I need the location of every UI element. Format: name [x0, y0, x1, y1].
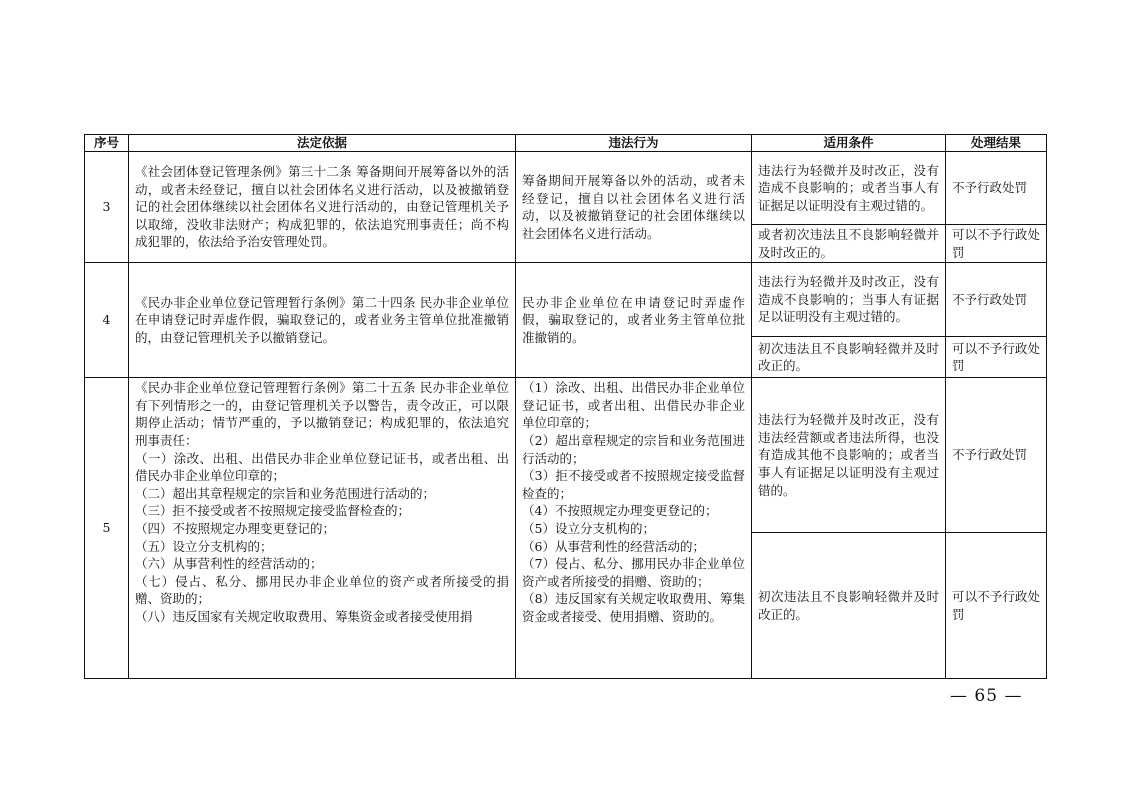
- row-result: 不予行政处罚: [946, 152, 1047, 225]
- table-row: [85, 263, 1047, 337]
- penalty-exemption-table: [84, 134, 1047, 679]
- header-result: 处理结果: [946, 135, 1047, 152]
- row-condition: 违法行为轻微并及时改正，没有造成不良影响的；或者当事人有证据足以证明没有主观过错的。: [752, 152, 946, 225]
- row-legal-basis: 《民办非企业单位登记管理暂行条例》第二十五条 民办非企业单位有下列情形之一的，由登记管理机关予以警告，责令改正，可以限期停止活动；情节严重的，予以撤销登记；构成犯罪的，依法追究刑事责任： （一）涂改、出租、出借民办非企业单位登记证书，或者出租、出借民办非企业单位印章的； （二）超出其章程规定的宗旨和业务范围进行活动的； （三）拒不接受或者不按照规定接受监督检查的； （四）不按照规定办理变更登记的； （五）设立分支机构的； （六）从事营利性的经营活动的； （七）侵占、私分、挪用民办非企业单位的资产或者所接受的捐赠、资助的； （八）违反国家有关规定收取费用、筹集资金或者接受使用捐: [129, 378, 516, 679]
- header-violation: 违法行为: [516, 135, 752, 152]
- row-condition: 或者初次违法且不良影响轻微并及时改正的。: [752, 225, 946, 263]
- table-row: [85, 378, 1047, 533]
- row-condition: 初次违法且不良影响轻微并及时改正的。: [752, 337, 946, 378]
- row-result: 不予行政处罚: [946, 263, 1047, 337]
- header-conditions: 适用条件: [752, 135, 946, 152]
- row-condition: 初次违法且不良影响轻微并及时改正的。: [752, 533, 946, 679]
- page-number: — 65 —: [950, 686, 1023, 706]
- table-row: [85, 152, 1047, 225]
- row-result: 不予行政处罚: [946, 378, 1047, 533]
- row-seq: 5: [85, 378, 129, 679]
- row-result: 可以不予行政处罚: [946, 533, 1047, 679]
- row-violation: （1）涂改、出租、出借民办非企业单位登记证书，或者出租、出借民办非企业单位印章的； （2）超出章程规定的宗旨和业务范围进行活动的； （3）拒不接受或者不按照规定接受监督检查的； （4）不按照规定办理变更登记的； （5）设立分支机构的； （6）从事营利性的经营活动的； （7）侵占、私分、挪用民办非企业单位资产或者所接受的捐赠、资助的； （8）违反国家有关规定收取费用、筹集资金或者接受、使用捐赠、资助的。: [516, 378, 752, 679]
- row-result: 可以不予行政处罚: [946, 225, 1047, 263]
- row-violation: 筹备期间开展筹备以外的活动，或者未经登记，擅自以社会团体名义进行活动，以及被撤销登记的社会团体继续以社会团体名义进行活动。: [516, 152, 752, 263]
- row-violation: 民办非企业单位在申请登记时弄虚作假，骗取登记的，或者业务主管单位批准撤销的。: [516, 263, 752, 378]
- row-condition: 违法行为轻微并及时改正，没有违法经营额或者违法所得，也没有造成其他不良影响的；或者当事人有证据足以证明没有主观过错的。: [752, 378, 946, 533]
- table-header-row: [85, 135, 1047, 152]
- row-legal-basis: 《社会团体登记管理条例》第三十二条 筹备期间开展筹备以外的活动，或者未经登记，擅自以社会团体名义进行活动，以及被撤销登记的社会团体继续以社会团体名义进行活动的，由登记管理机关予以取缔，没收非法财产；构成犯罪的，依法追究刑事责任；尚不构成犯罪的，依法给予治安管理处罚。: [129, 152, 516, 263]
- row-seq: 3: [85, 152, 129, 263]
- row-result: 可以不予行政处罚: [946, 337, 1047, 378]
- header-seq: 序号: [85, 135, 129, 152]
- header-legal-basis: 法定依据: [129, 135, 516, 152]
- row-condition: 违法行为轻微并及时改正，没有造成不良影响的；当事人有证据足以证明没有主观过错的。: [752, 263, 946, 337]
- row-legal-basis: 《民办非企业单位登记管理暂行条例》第二十四条 民办非企业单位在申请登记时弄虚作假，骗取登记的，或者业务主管单位批准撤销的，由登记管理机关予以撤销登记。: [129, 263, 516, 378]
- row-seq: 4: [85, 263, 129, 378]
